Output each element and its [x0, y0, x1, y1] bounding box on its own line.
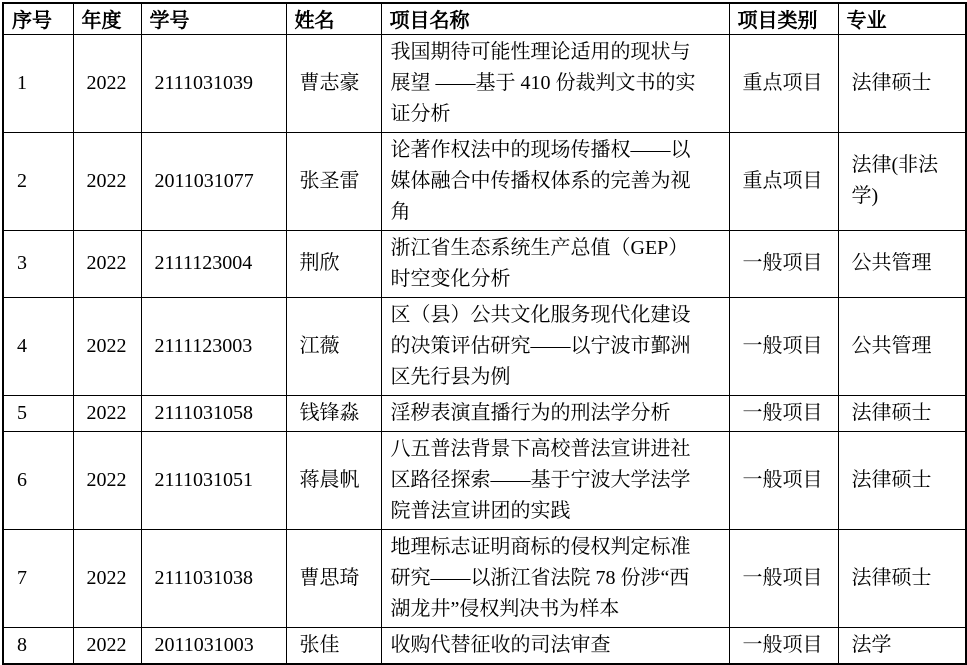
cell-name: 江薇: [286, 297, 381, 395]
table-row: [3, 627, 966, 664]
cell-major: 法律硕士: [838, 395, 966, 431]
table-row: [3, 230, 966, 297]
cell-project_title: 八五普法背景下高校普法宣讲进社区路径探索——基于宁波大学法学院普法宣讲团的实践: [381, 431, 729, 529]
cell-project_title: 区（县）公共文化服务现代化建设的决策评估研究——以宁波市鄞洲区先行县为例: [381, 297, 729, 395]
cell-category: 一般项目: [729, 395, 838, 431]
cell-category: 一般项目: [729, 529, 838, 627]
cell-student_id: 2011031003: [141, 627, 286, 664]
cell-project_title: 我国期待可能性理论适用的现状与展望 ——基于 410 份裁判文书的实证分析: [381, 34, 729, 132]
cell-name: 张佳: [286, 627, 381, 664]
cell-year: 2022: [73, 431, 141, 529]
cell-major: 法学: [838, 627, 966, 664]
table-row: [3, 297, 966, 395]
cell-category: 重点项目: [729, 34, 838, 132]
cell-year: 2022: [73, 230, 141, 297]
cell-name: 钱锋淼: [286, 395, 381, 431]
column-header-year: 年度: [73, 3, 141, 34]
table-header-row: [3, 3, 966, 34]
table-row: [3, 395, 966, 431]
cell-major: 公共管理: [838, 297, 966, 395]
table-row: [3, 34, 966, 132]
table-row: [3, 529, 966, 627]
cell-student_id: 2111031039: [141, 34, 286, 132]
column-header-name: 姓名: [286, 3, 381, 34]
cell-student_id: 2011031077: [141, 132, 286, 230]
column-header-project_title: 项目名称: [381, 3, 729, 34]
cell-category: 一般项目: [729, 627, 838, 664]
cell-index: 8: [3, 627, 73, 664]
table-row: [3, 431, 966, 529]
cell-index: 6: [3, 431, 73, 529]
cell-index: 3: [3, 230, 73, 297]
cell-project_title: 浙江省生态系统生产总值（GEP）时空变化分析: [381, 230, 729, 297]
cell-year: 2022: [73, 132, 141, 230]
cell-major: 法律(非法学): [838, 132, 966, 230]
cell-index: 4: [3, 297, 73, 395]
cell-index: 5: [3, 395, 73, 431]
cell-name: 荆欣: [286, 230, 381, 297]
cell-year: 2022: [73, 297, 141, 395]
column-header-student_id: 学号: [141, 3, 286, 34]
cell-name: 曹思琦: [286, 529, 381, 627]
cell-student_id: 2111031051: [141, 431, 286, 529]
cell-year: 2022: [73, 529, 141, 627]
cell-major: 法律硕士: [838, 431, 966, 529]
cell-name: 张圣雷: [286, 132, 381, 230]
cell-student_id: 2111123003: [141, 297, 286, 395]
cell-name: 蒋晨帆: [286, 431, 381, 529]
column-header-index: 序号: [3, 3, 73, 34]
cell-year: 2022: [73, 395, 141, 431]
column-header-major: 专业: [838, 3, 966, 34]
cell-project_title: 淫秽表演直播行为的刑法学分析: [381, 395, 729, 431]
column-header-category: 项目类别: [729, 3, 838, 34]
cell-major: 法律硕士: [838, 34, 966, 132]
cell-year: 2022: [73, 627, 141, 664]
cell-category: 一般项目: [729, 230, 838, 297]
cell-category: 一般项目: [729, 297, 838, 395]
cell-index: 1: [3, 34, 73, 132]
cell-student_id: 2111123004: [141, 230, 286, 297]
cell-project_title: 地理标志证明商标的侵权判定标准研究——以浙江省法院 78 份涉“西湖龙井”侵权判决书为样本: [381, 529, 729, 627]
cell-category: 重点项目: [729, 132, 838, 230]
cell-index: 7: [3, 529, 73, 627]
cell-major: 法律硕士: [838, 529, 966, 627]
cell-category: 一般项目: [729, 431, 838, 529]
projects-table: [2, 2, 967, 665]
cell-major: 公共管理: [838, 230, 966, 297]
cell-index: 2: [3, 132, 73, 230]
cell-student_id: 2111031038: [141, 529, 286, 627]
cell-project_title: 论著作权法中的现场传播权——以媒体融合中传播权体系的完善为视角: [381, 132, 729, 230]
cell-project_title: 收购代替征收的司法审查: [381, 627, 729, 664]
table-row: [3, 132, 966, 230]
cell-student_id: 2111031058: [141, 395, 286, 431]
cell-year: 2022: [73, 34, 141, 132]
cell-name: 曹志豪: [286, 34, 381, 132]
